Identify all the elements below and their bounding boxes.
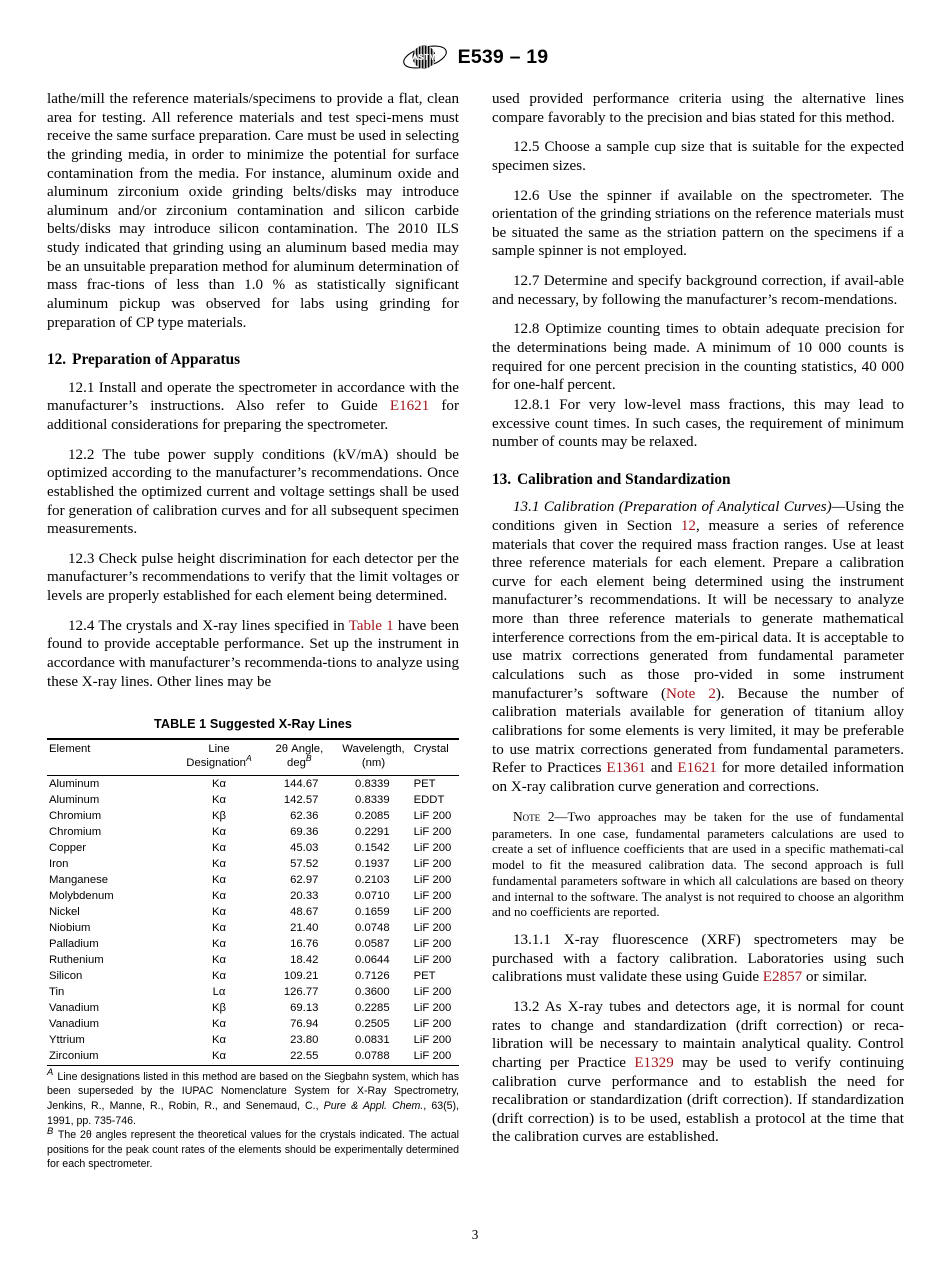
paragraph-12-8-1: 12.8.1 For very low-level mass fractions, this may lead to excessive count times. In such cases, the requirement of minimum number of counts may be relaxed. bbox=[492, 396, 904, 451]
reference-link-e1329[interactable]: E1329 bbox=[634, 1054, 674, 1071]
cell-line-designation: Kα bbox=[211, 889, 227, 902]
cell-element: Nickel bbox=[49, 905, 80, 918]
paragraph-13-1-text-d: and bbox=[645, 760, 678, 777]
cell-element: Zirconium bbox=[49, 1050, 99, 1063]
cell-angle: 45.03 bbox=[290, 841, 319, 854]
cell-line-designation: Kβ bbox=[211, 1002, 227, 1015]
cell-wavelength: 0.0788 bbox=[355, 1050, 390, 1063]
footnote-a-mark: A bbox=[47, 1066, 54, 1078]
paragraph-continuation-right: used provided performance criteria using the alternative lines compare favorably to the precision and bias stated for this method. bbox=[492, 91, 904, 126]
column-header-angle bbox=[263, 739, 335, 775]
section-number-12: 12. bbox=[47, 351, 67, 369]
cell-crystal: LiF 200 bbox=[413, 889, 452, 902]
footnote-b-text: The 2θ angles represent the theoretical values for the crystals indicated. The actual positions for the peak count rates of the elements should be experimentally determined for each spectrometer. bbox=[47, 1129, 459, 1171]
document-designation: E539 – 19 bbox=[457, 45, 549, 68]
cell-line-designation: Kα bbox=[211, 954, 227, 967]
cell-angle: 22.55 bbox=[290, 1050, 319, 1063]
paragraph-12-8: 12.8 Optimize counting times to obtain adequate precision for the determinations being made. A minimum of 10 000 counts is required for one percent precision in the counting statistics, 40 000 for one-half percent. bbox=[492, 321, 904, 394]
cell-line-designation: Kα bbox=[211, 921, 227, 934]
cell-crystal: LiF 200 bbox=[413, 1034, 452, 1047]
section-title-12: Preparation of Apparatus bbox=[72, 351, 241, 369]
footnote-mark-a: A bbox=[245, 753, 252, 764]
table-1-suggested-xray-lines bbox=[47, 738, 459, 1065]
cell-line-designation: Kα bbox=[211, 1018, 227, 1031]
table-row bbox=[47, 840, 459, 856]
table-row bbox=[47, 888, 459, 904]
cell-line-designation: Kα bbox=[211, 970, 227, 983]
column-header-element: Element bbox=[47, 739, 175, 775]
paragraph-13-1 bbox=[492, 498, 904, 796]
table-1-block bbox=[47, 717, 459, 1172]
cell-element: Tin bbox=[49, 986, 65, 999]
cell-element: Molybdenum bbox=[49, 889, 114, 902]
cell-crystal: LiF 200 bbox=[413, 1002, 452, 1015]
footnote-mark-b: B bbox=[305, 753, 312, 764]
table-row bbox=[47, 824, 459, 840]
cell-wavelength: 0.8339 bbox=[355, 793, 390, 806]
cell-element: Palladium bbox=[49, 938, 99, 950]
page-number: 3 bbox=[471, 1227, 479, 1242]
cell-crystal: PET bbox=[413, 970, 436, 983]
cell-wavelength: 0.7126 bbox=[355, 970, 390, 983]
cell-element: Niobium bbox=[49, 921, 91, 934]
table-row bbox=[47, 952, 459, 968]
cell-crystal: LiF 200 bbox=[413, 938, 452, 950]
cell-element: Manganese bbox=[49, 873, 109, 886]
paragraph-12-3: 12.3 Check pulse height discrimination for each detector per the manufacturer’s recommendations to verify that the limit voltages or levels are properly established for each element being determined. bbox=[47, 550, 459, 605]
table-row bbox=[47, 936, 459, 952]
cell-line-designation: Kα bbox=[211, 1034, 227, 1047]
reference-link-e1621-2[interactable]: E1621 bbox=[677, 760, 717, 777]
column-header-angle-l1: 2θ Angle, bbox=[275, 743, 324, 756]
cell-wavelength: 0.2085 bbox=[355, 809, 390, 822]
paragraph-12-2: 12.2 The tube power supply conditions (kV/mA) should be optimized according to the manufacturer’s recommendations. Once established the optimized current and voltage settings shall be used for generation of calibration curves and for all subsequent specimen measurements. bbox=[47, 446, 459, 538]
cell-crystal: LiF 200 bbox=[413, 986, 452, 999]
cell-element: Yttrium bbox=[49, 1034, 85, 1047]
cell-wavelength: 0.0587 bbox=[355, 938, 390, 950]
cell-line-designation: Kα bbox=[211, 777, 227, 790]
cell-wavelength: 0.0710 bbox=[355, 889, 390, 902]
cell-line-designation: Kα bbox=[211, 793, 227, 806]
column-header-line-l1: Line bbox=[208, 743, 230, 756]
cell-line-designation: Kα bbox=[211, 857, 227, 870]
cell-angle: 109.21 bbox=[283, 970, 319, 983]
table-row bbox=[47, 984, 459, 1000]
paragraph-12-7: 12.7 Determine and specify background correction, if avail-able and necessary, by following the manufacturer’s recom-mendations. bbox=[492, 273, 904, 308]
cell-line-designation: Kα bbox=[211, 905, 227, 918]
cell-wavelength: 0.2285 bbox=[355, 1002, 390, 1015]
reference-link-e1621[interactable]: E1621 bbox=[389, 398, 430, 415]
page-header bbox=[0, 42, 950, 72]
reference-link-e1361[interactable]: E1361 bbox=[606, 760, 646, 777]
column-header-wavelength-l2: (nm) bbox=[361, 757, 386, 770]
paragraph-12-5: 12.5 Choose a sample cup size that is suitable for the expected specimen sizes. bbox=[492, 139, 904, 174]
footnote-a-journal: Pure & Appl. Chem. bbox=[323, 1099, 424, 1112]
section-heading-12 bbox=[47, 351, 459, 369]
table-1-title: TABLE 1 Suggested X-Ray Lines bbox=[154, 717, 352, 732]
cell-line-designation: Kα bbox=[211, 873, 227, 886]
cell-angle: 126.77 bbox=[283, 986, 319, 999]
cell-angle: 62.97 bbox=[290, 873, 319, 886]
cell-element: Silicon bbox=[49, 970, 83, 983]
reference-link-note-2[interactable]: Note 2 bbox=[666, 685, 716, 702]
paragraph-13-1-text-b: , measure a series of reference materials that cover the required mass fraction ranges. Use at least three reference materials for each element. Prepare a calibration curve for each element being determined using the instrument manufacturer’s recommendations. It will be necessary to analyze more than three reference materials to generate mathematical interference corrections from the em-pirical data. It is acceptable to use matrix corrections generated from fundamental parameter calculations such as those pro-vided in some instrument manufacturer’s software ( bbox=[492, 517, 905, 702]
table-row bbox=[47, 872, 459, 888]
cell-element: Aluminum bbox=[49, 777, 100, 790]
table-row bbox=[47, 1049, 459, 1066]
cell-element: Iron bbox=[49, 857, 69, 870]
reference-link-section-12[interactable]: 12 bbox=[680, 517, 696, 534]
cell-element: Aluminum bbox=[49, 793, 100, 806]
svg-text:ASTM: ASTM bbox=[411, 52, 436, 62]
table-row bbox=[47, 775, 459, 792]
two-column-layout bbox=[47, 90, 905, 1172]
note-2-label: Note 2 bbox=[513, 809, 555, 825]
cell-element: Copper bbox=[49, 841, 87, 854]
cell-angle: 142.57 bbox=[283, 793, 319, 806]
cell-angle: 76.94 bbox=[290, 1018, 319, 1031]
paragraph-13-1-text-e: for more detailed information on X-ray calibration curve generation and corrections. bbox=[492, 760, 904, 795]
cell-line-designation: Kα bbox=[211, 825, 227, 838]
paragraph-13-1-1 bbox=[492, 931, 904, 987]
cell-wavelength: 0.2505 bbox=[355, 1018, 390, 1031]
paragraph-12-6: 12.6 Use the spinner if available on the spectrometer. The orientation of the grinding striations on the reference materials must be situated the same as the striation pattern on the specimens if a sample spinner is not employed. bbox=[492, 187, 904, 260]
cell-crystal: LiF 200 bbox=[413, 1050, 452, 1063]
paragraph-13-1-1-text-a: 13.1.1 X-ray fluorescence (XRF) spectrometers may be purchased with a factory calibration. Laboratories using such calibrations must validate these using Guide bbox=[492, 932, 904, 986]
cell-crystal: LiF 200 bbox=[413, 873, 452, 886]
cell-angle: 69.13 bbox=[290, 1002, 319, 1015]
cell-angle: 62.36 bbox=[290, 809, 319, 822]
cell-angle: 144.67 bbox=[283, 777, 319, 790]
cell-angle: 23.80 bbox=[290, 1034, 319, 1047]
table-row bbox=[47, 968, 459, 984]
cell-angle: 20.33 bbox=[290, 889, 319, 902]
cell-angle: 57.52 bbox=[290, 857, 319, 870]
section-heading-13 bbox=[492, 471, 904, 489]
column-header-wavelength bbox=[335, 739, 411, 775]
reference-link-e2857[interactable]: E2857 bbox=[762, 969, 803, 986]
table-header bbox=[47, 739, 459, 775]
cell-line-designation: Kβ bbox=[211, 809, 227, 822]
cell-crystal: LiF 200 bbox=[413, 905, 452, 918]
cell-line-designation: Kα bbox=[211, 1050, 227, 1063]
paragraph-13-2-text-a: 13.2 As X-ray tubes and detectors age, it is normal for count rates to change and standardization (drift correction) or reca-libration will be necessary to maintain analytical quality. Control charting per Practice bbox=[492, 998, 904, 1071]
paragraph-13-1-runin-title: 13.1 Calibration (Preparation of Analytical Curves)— bbox=[513, 499, 846, 516]
left-column bbox=[47, 90, 459, 1172]
cell-angle: 69.36 bbox=[290, 825, 319, 838]
cell-line-designation: Kα bbox=[211, 938, 227, 950]
cell-wavelength: 0.0831 bbox=[355, 1034, 390, 1047]
reference-link-table-1[interactable]: Table 1 bbox=[348, 617, 394, 634]
paragraph-12-1-text-b: for additional considerations for preparing the spectrometer. bbox=[47, 398, 459, 433]
paragraph-12-1 bbox=[47, 379, 459, 435]
note-2-paragraph bbox=[492, 809, 904, 920]
cell-wavelength: 0.0644 bbox=[355, 954, 390, 967]
section-number-13: 13. bbox=[492, 470, 512, 488]
table-row bbox=[47, 792, 459, 808]
cell-element: Vanadium bbox=[49, 1018, 100, 1031]
table-header-row bbox=[47, 739, 459, 775]
column-header-wavelength-l1: Wavelength, bbox=[342, 743, 405, 756]
table-row bbox=[47, 808, 459, 824]
cell-element: Chromium bbox=[49, 825, 102, 838]
paragraph-13-1-1-text-b: or similar. bbox=[802, 969, 868, 986]
cell-element: Ruthenium bbox=[49, 954, 104, 967]
cell-crystal: LiF 200 bbox=[413, 857, 452, 870]
cell-crystal: LiF 200 bbox=[413, 954, 452, 967]
footnote-b-mark: B bbox=[47, 1124, 54, 1136]
footnote-a bbox=[47, 1066, 460, 1128]
cell-wavelength: 0.1542 bbox=[355, 841, 390, 854]
column-header-line-l2: Designation bbox=[186, 757, 246, 770]
paragraph-13-1-text-c: ). Because the number of calibration materials available for generation of titanium alloy calibrations for some elements is very limited, it may be preferable to use matrix corrections generated from fundamental parameters. Refer to Practices bbox=[492, 685, 904, 777]
table-row bbox=[47, 1001, 459, 1017]
paragraph-12-1-text-a: 12.1 Install and operate the spectrometer in accordance with the manufacturer’s instructions. Also refer to Guide bbox=[47, 379, 459, 415]
right-column bbox=[492, 90, 904, 1172]
cell-crystal: PET bbox=[413, 777, 436, 790]
paragraph-13-1-text-a: Using the conditions given in Section bbox=[492, 499, 904, 534]
table-row bbox=[47, 1017, 459, 1033]
table-row bbox=[47, 856, 459, 872]
cell-crystal: LiF 200 bbox=[413, 921, 452, 934]
table-footnotes bbox=[47, 1066, 460, 1172]
footnote-a-text-2: , 63(5), 1991, pp. 735-746. bbox=[47, 1099, 460, 1127]
paragraph-continuation-left: lathe/mill the reference materials/specimens to provide a flat, clean area for testing. All reference materials and test speci-mens must receive the same surface preparation. Care must be used in selecting the grinding media, in order to minimize the potential for surface contamination from the media. For instance, aluminum oxide and aluminum zirconium oxide grinding belts/disks may introduce aluminum and/or zirconium contamination and silicon carbide belts/disks may introduce silicon contamination. The 2010 ILS study indicated that grinding using an aluminum based media may be an unsuitable preparation method for aluminum determination of mass frac-tions of less than 1.0 % as statistically significant aluminum pickup was observed for labs using grinding for preparation of CP type materials. bbox=[47, 91, 459, 331]
cell-wavelength: 0.1659 bbox=[355, 905, 390, 918]
cell-crystal: LiF 200 bbox=[413, 841, 452, 854]
section-title-13: Calibration and Standardization bbox=[517, 470, 731, 488]
cell-angle: 18.42 bbox=[290, 954, 319, 967]
table-row bbox=[47, 904, 459, 920]
cell-wavelength: 0.0748 bbox=[355, 921, 390, 934]
cell-crystal: EDDT bbox=[413, 793, 445, 806]
cell-crystal: LiF 200 bbox=[413, 809, 452, 822]
cell-line-designation: Lα bbox=[212, 986, 226, 999]
footnote-a-text-1: Line designations listed in this method are based on the Siegbahn system, which has been superseded by the IUPAC Nomenclature System for X-Ray Spectrometry, Jenkins, R., Manne, R., Robin, R., and Senemaud, C., bbox=[47, 1070, 459, 1112]
cell-line-designation: Kα bbox=[211, 841, 227, 854]
cell-angle: 16.76 bbox=[290, 938, 319, 950]
paragraph-12-4-text-a: 12.4 The crystals and X-ray lines specified in bbox=[68, 617, 349, 634]
table-body bbox=[47, 775, 459, 1065]
column-header-line-designation bbox=[175, 739, 264, 775]
cell-wavelength: 0.2291 bbox=[355, 825, 390, 838]
paragraph-13-2-text-b: may be used to verify continuing calibration curve performance and to establish the need for recalibration or standardization (drift correction). If standardization (drift correction) is to be used, establish a protocol at the time that the calibration curves are established. bbox=[492, 1054, 904, 1146]
cell-wavelength: 0.8339 bbox=[355, 777, 390, 790]
paragraph-12-4-text-b: have been found to provide acceptable performance. Set up the instrument in accordance with manufacturer’s recommenda-tions to analyze using these X-ray lines. Other lines may be bbox=[47, 617, 459, 690]
table-row bbox=[47, 920, 459, 936]
paragraph-13-2 bbox=[492, 998, 904, 1147]
cell-crystal: LiF 200 bbox=[413, 1018, 452, 1031]
cell-wavelength: 0.2103 bbox=[355, 873, 390, 886]
column-header-angle-l2: deg bbox=[287, 757, 306, 770]
cell-angle: 48.67 bbox=[290, 905, 319, 918]
cell-angle: 21.40 bbox=[290, 921, 319, 934]
cell-crystal: LiF 200 bbox=[413, 825, 452, 838]
table-row bbox=[47, 1033, 459, 1049]
cell-wavelength: 0.1937 bbox=[355, 857, 390, 870]
footnote-b bbox=[47, 1124, 459, 1172]
column-header-crystal: Crystal bbox=[412, 739, 459, 775]
paragraph-12-4 bbox=[47, 617, 459, 692]
cell-wavelength: 0.3600 bbox=[355, 986, 390, 999]
cell-element: Vanadium bbox=[49, 1002, 100, 1015]
astm-logo-icon bbox=[402, 42, 448, 72]
cell-element: Chromium bbox=[49, 809, 102, 822]
note-2-text: —Two approaches may be taken for the use of fundamental parameters. In one case, fundamental parameters calculations are used to create a set of influence coefficients that are used in a specific mathemati-cal model to fit the measured calibration data. The second approach is full fundamental parameters software in which all calculations are based on theory and internal to the software. The analyst is not required to choose an algorithm and no coefficients are reported. bbox=[492, 809, 904, 920]
